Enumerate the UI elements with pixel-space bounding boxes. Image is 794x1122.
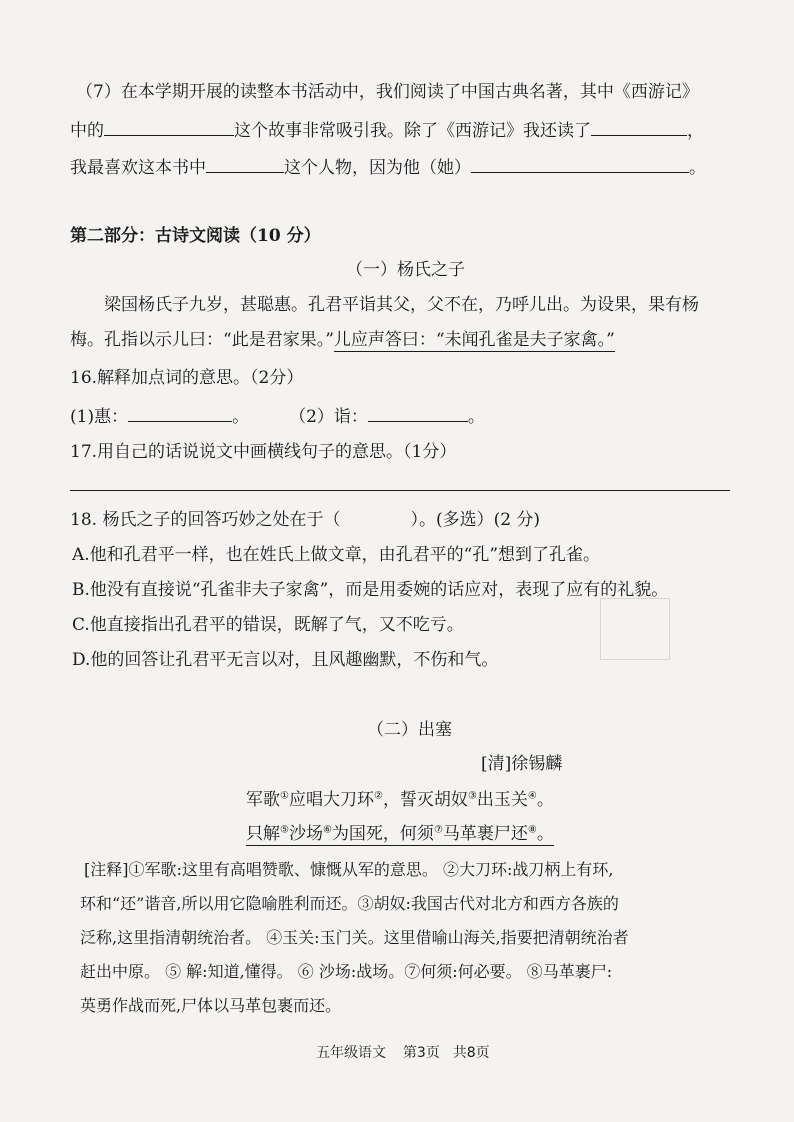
q16-item-1-end: 。 — [232, 407, 250, 427]
q18-prompt-end: ）。(多选）(2 分) — [410, 510, 541, 530]
q7-line-3-end: 。 — [689, 158, 706, 178]
q7-line-3-prefix: 我最喜欢这本书中 — [70, 158, 206, 178]
passage1-title: （一）杨氏之子 — [346, 260, 465, 280]
note-ref-4: ④ — [527, 790, 537, 802]
section-heading: 第二部分：古诗文阅读（10 分） — [70, 226, 321, 246]
footer-page-number: 第3页 — [402, 1045, 440, 1061]
q7-line-3-middle: 这个人物，因为他（她） — [284, 158, 471, 178]
passage1-underlined-sentence: 儿应声答曰：“未闻孔雀是夫子家禽。” — [333, 330, 615, 350]
poem-2-seg-3: 为国死，何须 — [331, 824, 434, 844]
q18-option-b: B.他没有直接说“孔雀非夫子家禽”，而是用委婉的话应对，表现了应有的礼貌。 — [72, 580, 669, 600]
note-ref-5: ⑤ — [280, 824, 289, 836]
q7-line-1 — [76, 80, 699, 104]
poem-line-1 — [246, 788, 554, 812]
q18-prompt-start: 18. 杨氏之子的回答巧妙之处在于（ — [70, 510, 341, 530]
poem-2-seg-4: 马革裹尸还 — [442, 824, 528, 844]
note-ref-3: ③ — [467, 790, 477, 802]
q7-line-3 — [70, 154, 706, 180]
q7-line-1-text: （7）在本学期开展的读整本书活动中，我们阅读了中国古典名著，其中《西游记》 — [76, 82, 699, 102]
poem-line-2-underlined — [246, 824, 554, 846]
poem-title: （二）出塞 — [367, 720, 452, 740]
bleed-through-box — [600, 598, 670, 660]
note-ref-8: ⑧ — [527, 824, 537, 836]
q7-line-2-middle: 这个故事非常吸引我。除了《西游记》我还读了 — [234, 121, 591, 141]
passage1-line-1: 梁国杨氏子九岁，甚聪惠。孔君平诣其父，父不在，乃呼儿出。为设果，果有杨 — [104, 295, 699, 315]
q7-blank-reason[interactable] — [471, 154, 689, 173]
poem-1-seg-1: 军歌 — [246, 790, 280, 810]
notes-line-4: 赶出中原。 ⑤ 解:知道,懂得。 ⑥ 沙场:战场。⑦何须:何必要。 ⑧马革裹尸: — [80, 962, 613, 981]
q16-item-2-label: （2）诣： — [289, 407, 368, 427]
notes-line-1: [注释]①军歌:这里有高唱赞歌、慷慨从军的意思。 ②大刀环:战刀柄上有环, — [84, 860, 614, 879]
q16-blank-hui[interactable] — [128, 403, 232, 422]
q7-line-2 — [70, 117, 704, 143]
note-ref-6: ⑥ — [322, 824, 332, 836]
q16-item-1-label: (1)惠： — [70, 407, 129, 427]
passage1-line-2-plain: 梅。孔指以示儿曰：“此是君家果。” — [70, 330, 334, 350]
q16-blank-yi[interactable] — [368, 403, 468, 422]
q7-line-2-prefix: 中的 — [70, 121, 104, 141]
q17-answer-line[interactable] — [70, 490, 730, 491]
q7-blank-story[interactable] — [104, 117, 234, 136]
poem-line-2 — [246, 822, 554, 846]
q7-blank-character[interactable] — [206, 154, 284, 173]
footer-total-pages: 共8页 — [452, 1045, 490, 1061]
footer-subject: 五年级语文 — [316, 1045, 386, 1061]
q7-line-2-end: ， — [687, 121, 704, 141]
poem-author: [清]徐锡麟 — [481, 754, 563, 774]
poem-1-seg-4: 出玉关 — [476, 790, 528, 810]
q16-prompt: 16.解释加点词的意思。（2分） — [70, 368, 304, 388]
q7-blank-other-book[interactable] — [591, 117, 687, 136]
note-ref-2: ② — [373, 790, 383, 802]
q18-option-a: A.他和孔君平一样，也在姓氏上做文章，由孔君平的“孔”想到了孔雀。 — [72, 545, 601, 565]
note-ref-7: ⑦ — [433, 824, 443, 836]
note-ref-1: ① — [280, 790, 289, 802]
poem-1-seg-5: 。 — [536, 790, 554, 810]
poem-2-seg-2: 沙场 — [288, 824, 323, 844]
q16-items — [70, 403, 485, 429]
poem-1-seg-3: ，誓灭胡奴 — [382, 790, 468, 810]
passage1-line-2 — [70, 328, 615, 352]
notes-line-2: 环和“还”谐音,所以用它隐喻胜利而还。③胡奴:我国古代对北方和西方各族的 — [80, 894, 619, 913]
q18-option-d: D.他的回答让孔君平无言以对，且风趣幽默，不伤和气。 — [72, 650, 499, 670]
page-footer — [316, 1042, 490, 1062]
notes-line-3: 泛称,这里指清朝统治者。 ④玉关:玉门关。这里借喻山海关,指要把清朝统治者 — [80, 928, 629, 947]
poem-1-seg-2: 应唱大刀环 — [288, 790, 374, 810]
q18-prompt — [70, 508, 540, 532]
poem-2-seg-1: 只解 — [246, 824, 280, 844]
q18-option-c: C.他直接指出孔君平的错误，既解了气，又不吃亏。 — [72, 615, 464, 635]
q16-item-2-end: 。 — [467, 407, 485, 427]
q17-prompt: 17.用自己的话说说文中画横线句子的意思。（1分） — [70, 442, 457, 462]
poem-2-seg-5: 。 — [536, 824, 554, 844]
notes-line-5: 英勇作战而死,尸体以马革包裹而还。 — [80, 996, 342, 1015]
